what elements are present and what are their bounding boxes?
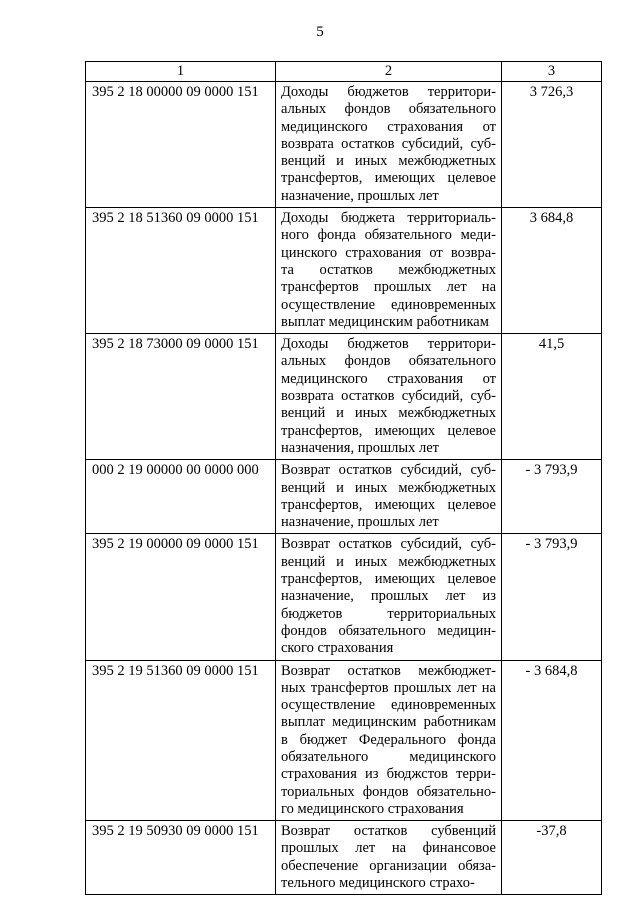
description-line: цинского страхования от возвра-: [281, 244, 496, 261]
description-line: обязательного медицинского: [281, 748, 496, 765]
header-row: [86, 62, 602, 82]
budget-code-cell: 000 2 19 00000 00 0000 000: [86, 460, 276, 534]
budget-code-cell: 395 2 19 00000 09 0000 151: [86, 534, 276, 660]
description-line: бюджетов территориальных: [281, 605, 496, 622]
description-line: назначения, прошлых лет: [281, 439, 439, 456]
amount-cell: 41,5: [502, 334, 602, 460]
header-col-3: 3: [502, 62, 602, 82]
description-cell: [276, 208, 502, 334]
description-line: Возврат остатков субсидий, суб-: [281, 536, 496, 553]
description-line: ного фонда обязательного меди-: [281, 227, 496, 244]
description-line: Доходы бюджетов территори-: [281, 336, 496, 353]
table-row: [86, 208, 602, 334]
description-line: Возврат остатков субвенций: [281, 823, 496, 840]
description-line: медицинского страхования от: [281, 370, 496, 387]
amount-cell: 3 684,8: [502, 208, 602, 334]
description-line: венций и иных межбюджетных: [281, 405, 496, 422]
table-row: [86, 660, 602, 821]
budget-code-cell: 395 2 18 00000 09 0000 151: [86, 82, 276, 208]
table-row: [86, 534, 602, 660]
amount-cell: -37,8: [502, 821, 602, 895]
description-line: назначение, прошлых лет: [281, 187, 439, 204]
description-cell: [276, 534, 502, 660]
description-line: венций и иных межбюджетных: [281, 153, 496, 170]
description-line: назначение, прошлых лет: [281, 514, 439, 531]
description-line: осуществление единовременных: [281, 296, 496, 313]
description-line: ториальных фондов обязательно-: [281, 783, 496, 800]
description-line: Возврат остатков межбюджет-: [281, 662, 496, 679]
amount-cell: - 3 793,9: [502, 534, 602, 660]
description-line: ных трансфертов прошлых лет на: [281, 679, 496, 696]
description-line: выплат медицинским работникам: [281, 714, 496, 731]
description-line: тельного медицинского страхо-: [281, 875, 475, 892]
description-line: прошлых лет на финансовое: [281, 840, 496, 857]
budget-code-cell: 395 2 19 51360 09 0000 151: [86, 660, 276, 821]
description-cell: [276, 334, 502, 460]
description-line: осуществление единовременных: [281, 697, 496, 714]
description-line: трансфертов, имеющих целевое: [281, 422, 496, 439]
budget-code-cell: 395 2 18 73000 09 0000 151: [86, 334, 276, 460]
amount-cell: 3 726,3: [502, 82, 602, 208]
amount-cell: - 3 684,8: [502, 660, 602, 821]
header-col-2: 2: [276, 62, 502, 82]
description-cell: [276, 82, 502, 208]
description-line: возврата остатков субсидий, суб-: [281, 388, 496, 405]
header-col-1: 1: [86, 62, 276, 82]
description-line: фондов обязательного медицин-: [281, 622, 496, 639]
description-line: страхования из бюджстов терри-: [281, 766, 496, 783]
description-cell: [276, 460, 502, 534]
description-line: трансфертов, имеющих целевое: [281, 571, 496, 588]
description-cell: [276, 821, 502, 895]
description-line: Возврат остатков субсидий, суб-: [281, 462, 496, 479]
description-line: трансфертов, имеющих целевое: [281, 170, 496, 187]
description-line: та остатков межбюджетных: [281, 261, 496, 278]
description-line: медицинского страхования от: [281, 118, 496, 135]
description-line: го медицинского страхования: [281, 800, 464, 817]
budget-code-cell: 395 2 18 51360 09 0000 151: [86, 208, 276, 334]
description-line: Доходы бюджетов территори-: [281, 84, 496, 100]
description-line: трансфертов, имеющих целевое: [281, 496, 496, 513]
description-line: Доходы бюджета территориаль-: [281, 210, 496, 227]
budget-table: [85, 61, 602, 895]
table-row: [86, 460, 602, 534]
description-line: альных фондов обязательного: [281, 353, 496, 370]
table-row: [86, 82, 602, 208]
description-line: трансфертов прошлых лет на: [281, 279, 496, 296]
budget-code-cell: 395 2 19 50930 09 0000 151: [86, 821, 276, 895]
page-number: 5: [316, 24, 324, 40]
description-line: назначение, прошлых лет из: [281, 588, 496, 605]
description-line: выплат медицинским работникам: [281, 313, 489, 330]
description-line: обеспечение организации обяза-: [281, 857, 496, 874]
table-row: [86, 334, 602, 460]
description-line: альных фондов обязательного: [281, 101, 496, 118]
table-row: [86, 821, 602, 895]
amount-cell: - 3 793,9: [502, 460, 602, 534]
description-line: венций и иных межбюджетных: [281, 553, 496, 570]
description-line: возврата остатков субсидий, суб-: [281, 135, 496, 152]
description-line: в бюджет Федерального фонда: [281, 731, 496, 748]
description-line: ского страхования: [281, 640, 394, 657]
description-cell: [276, 660, 502, 821]
description-line: венций и иных межбюджетных: [281, 479, 496, 496]
